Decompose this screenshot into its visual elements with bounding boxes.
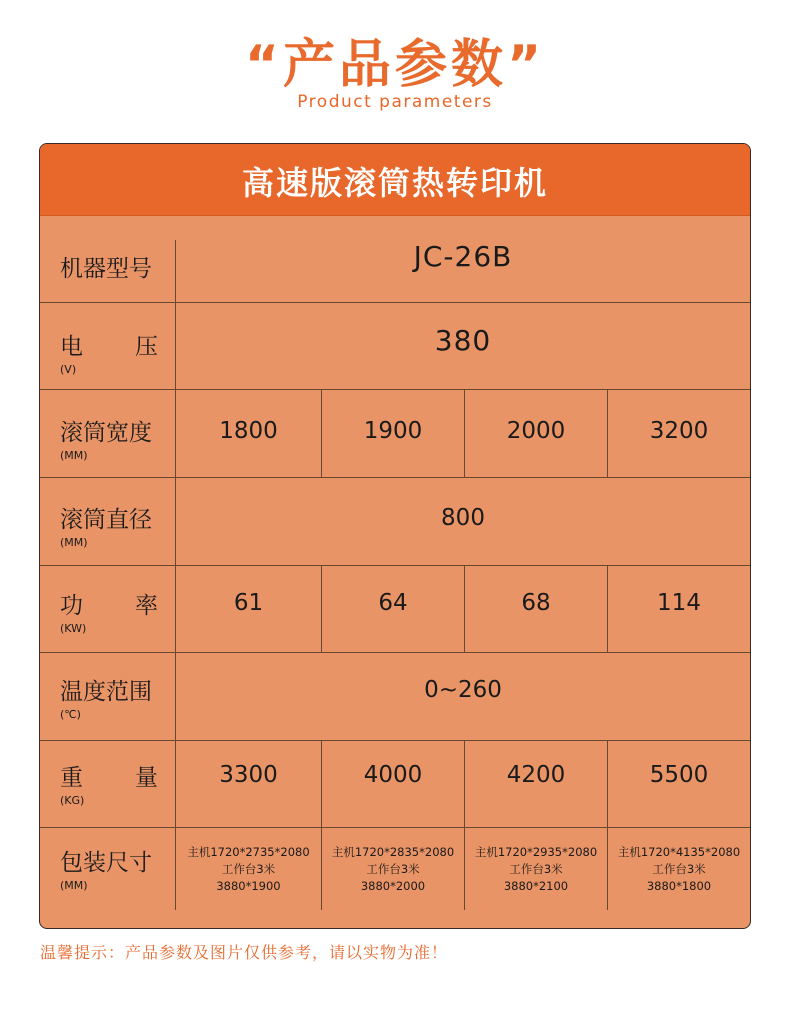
row-divider (40, 740, 750, 741)
page-subtitle: Product parameters (297, 92, 493, 112)
packing-size-line: 主机1720*2935*2080 (474, 845, 598, 859)
voltage-value: 380 (434, 324, 492, 357)
weight-value: 5500 (649, 762, 709, 788)
row-unit: (V) (60, 363, 77, 376)
row-unit: (MM) (60, 879, 88, 892)
disclaimer-note: 温馨提示：产品参数及图片仅供参考，请以实物为准！ (40, 943, 449, 962)
power-value: 61 (233, 590, 264, 616)
label-char: 功 (60, 593, 83, 619)
row-label-model (60, 250, 180, 283)
spec-table-grid (40, 216, 750, 929)
packing-size-line: 3880*1800 (646, 879, 712, 893)
packing-size-cell (465, 844, 607, 895)
packing-size-line: 3880*2000 (360, 879, 426, 893)
packing-size-cell (176, 844, 321, 895)
weight-value: 4200 (506, 762, 566, 788)
spec-table-header (40, 144, 750, 216)
power-value: 114 (657, 590, 701, 616)
packing-size-line: 主机1720*2735*2080 (187, 845, 310, 859)
packing-size-cell (322, 844, 464, 895)
drum-width-value: 3200 (649, 418, 709, 444)
row-divider (40, 389, 750, 390)
label-char: 压 (135, 334, 158, 360)
row-unit: (KW) (60, 622, 87, 635)
row-label-text: 滚筒直径 (60, 507, 152, 533)
row-unit: (MM) (60, 449, 88, 462)
packing-size-line: 3880*2100 (503, 879, 569, 893)
row-label-text (60, 328, 158, 361)
row-divider (40, 565, 750, 566)
row-label-temperature (60, 673, 180, 721)
drum-width-value: 1900 (363, 418, 423, 444)
row-label-voltage (60, 328, 180, 376)
row-unit: (MM) (60, 536, 88, 549)
row-divider (40, 302, 750, 303)
row-label-drum-diameter (60, 501, 180, 549)
power-value: 64 (378, 590, 408, 616)
power-value: 68 (521, 590, 551, 616)
row-divider (40, 477, 750, 478)
row-label-text: 机器型号 (60, 256, 152, 282)
row-unit: (℃) (60, 708, 81, 721)
temperature-value: 0~260 (424, 677, 502, 703)
weight-value: 4000 (363, 762, 423, 788)
row-label-text (60, 759, 158, 792)
packing-size-cell (608, 844, 750, 895)
packing-size-line: 主机1720*4135*2080 (617, 845, 741, 859)
row-label-text: 滚筒宽度 (60, 420, 152, 446)
packing-size-line: 3880*1900 (216, 879, 281, 893)
model-value: JC-26B (413, 240, 513, 273)
row-label-drum-width (60, 414, 180, 462)
row-label-text: 温度范围 (60, 679, 152, 705)
spec-table-title: 高速版滚筒热转印机 (241, 164, 548, 202)
page-title: “产品参数” (244, 35, 546, 95)
label-char: 重 (60, 765, 83, 791)
row-label-packing-size (60, 844, 180, 892)
label-char: 量 (135, 765, 158, 791)
packing-size-line: 工作台3米 (652, 862, 706, 876)
packing-size-line: 工作台3米 (509, 862, 563, 876)
drum-width-value: 2000 (506, 418, 566, 444)
packing-size-line: 主机1720*2835*2080 (331, 845, 455, 859)
row-divider (40, 827, 750, 828)
spec-table-card (39, 143, 751, 929)
drum-diameter-value: 800 (441, 505, 485, 531)
packing-size-line: 工作台3米 (221, 862, 276, 876)
drum-width-value: 1800 (219, 418, 278, 444)
row-label-weight (60, 759, 180, 807)
row-label-power (60, 587, 180, 635)
label-char: 电 (60, 334, 83, 360)
row-label-text: 包装尺寸 (60, 850, 152, 876)
label-char: 率 (135, 593, 158, 619)
row-label-text (60, 587, 158, 620)
packing-size-line: 工作台3米 (366, 862, 420, 876)
page-header (0, 0, 790, 130)
row-unit: (KG) (60, 794, 85, 807)
weight-value: 3300 (219, 762, 278, 788)
row-divider (40, 652, 750, 653)
